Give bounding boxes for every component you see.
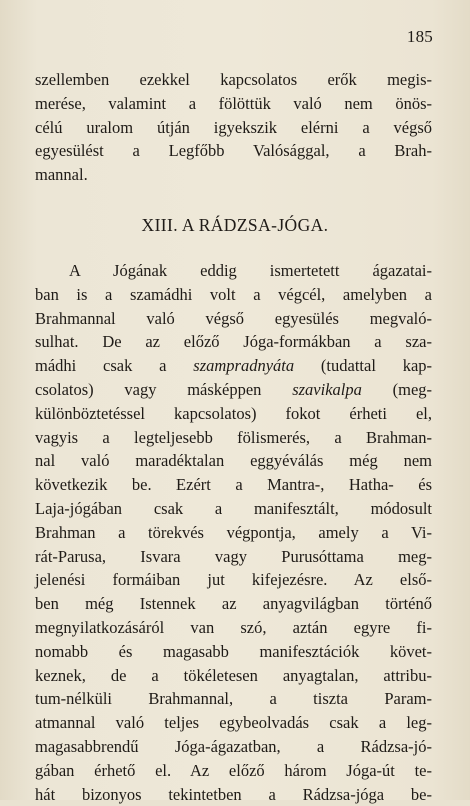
text-line: Brahmannal való végső egyesülés megvaló- bbox=[35, 308, 432, 328]
text-line: merése, valamint a fölöttük való nem önös- bbox=[35, 93, 432, 113]
text-line bbox=[35, 354, 432, 378]
text-line: tum-nélküli Brahmannal, a tiszta Param- bbox=[35, 689, 432, 709]
italic-term: szampradnyáta bbox=[193, 356, 295, 376]
body-paragraph bbox=[35, 259, 432, 806]
text-line: Laja-jógában csak a manifesztált, módosult bbox=[35, 498, 432, 518]
top-paragraph bbox=[35, 68, 432, 187]
text-line: különböztetéssel kapcsolatos) fokot érheti el, bbox=[35, 403, 432, 423]
text-line: vagyis a legteljesebb fölismerés, a Brahman- bbox=[35, 427, 432, 447]
text-segment: (meg- bbox=[392, 379, 433, 399]
text-line: Brahman a törekvés végpontja, amely a Vi- bbox=[35, 522, 432, 542]
text-line: keznek, de a tökéletesen anyagtalan, attribu- bbox=[35, 665, 432, 685]
text-line: ben még Istennek az anyagvilágban történő bbox=[35, 594, 432, 614]
text-line: hát bizonyos tekintetben a Rádzsa-jóga be- bbox=[35, 784, 432, 804]
text-line: nal való maradéktalan eggyéválás még nem bbox=[35, 451, 432, 471]
text-segment: csolatos) vagy másképpen bbox=[35, 379, 262, 399]
chapter-heading: XIII. A RÁDZSA-JÓGA. bbox=[141, 215, 329, 235]
text-line: atmannal való teljes egybeolvadás csak a leg- bbox=[35, 713, 432, 733]
text-line: jelenési formáiban jut kifejezésre. Az első- bbox=[35, 570, 432, 590]
text-line: célú uralom útján igyekszik elérni a végső bbox=[35, 117, 432, 137]
text-line: ban is a szamádhi volt a végcél, amelyben a bbox=[35, 284, 432, 304]
text-line: nomabb és magasabb manifesztációk követ- bbox=[35, 641, 432, 661]
text-line: egyesülést a Legfőbb Valósággal, a Brah- bbox=[35, 141, 432, 161]
text-line: rát-Parusa, Isvara vagy Purusóttama meg- bbox=[35, 546, 432, 566]
text-line: magasabbrendű Jóga-ágazatban, a Rádzsa-jó- bbox=[35, 736, 432, 756]
text-line: gában érhető el. Az előző három Jóga-út te- bbox=[35, 760, 432, 780]
text-line bbox=[35, 378, 432, 402]
text-line: mannal. bbox=[35, 165, 88, 185]
text-line: A Jógának eddig ismertetett ágazatai- bbox=[69, 261, 432, 280]
text-line: szellemben ezekkel kapcsolatos erők megis- bbox=[35, 70, 432, 89]
text-line: megnyilatkozásáról van szó, aztán egyre fi- bbox=[35, 617, 432, 637]
page-number: 185 bbox=[406, 27, 433, 46]
text-segment: mádhi csak a bbox=[35, 356, 167, 376]
text-line: sulhat. De az előző Jóga-formákban a sza- bbox=[35, 332, 432, 352]
text-segment: (tudattal kap- bbox=[320, 356, 433, 376]
text-line: következik be. Ezért a Mantra-, Hatha- és bbox=[35, 475, 432, 495]
italic-term: szavikalpa bbox=[292, 379, 362, 399]
